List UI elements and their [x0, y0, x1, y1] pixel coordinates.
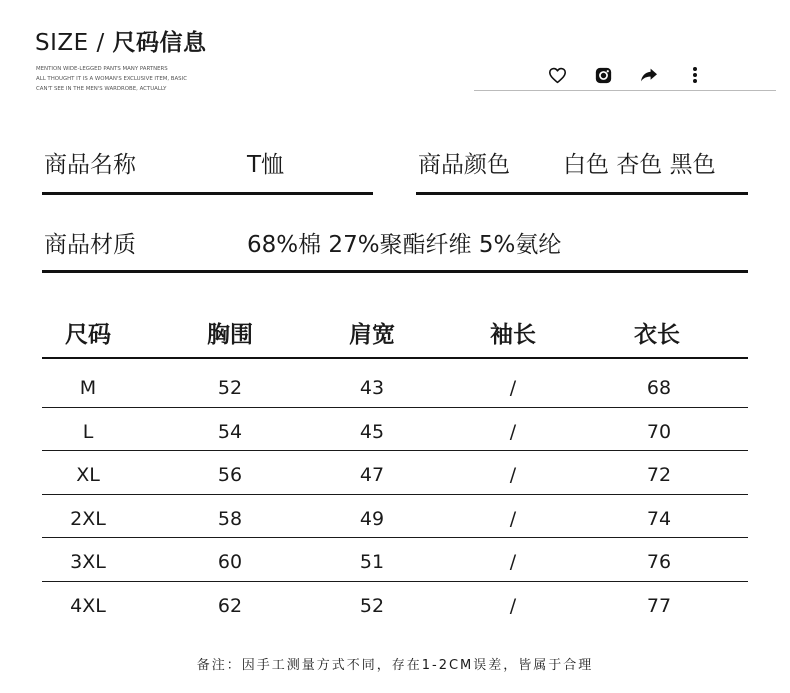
table-cell: XL [76, 464, 100, 486]
table-header-divider [42, 357, 748, 359]
row-divider [42, 494, 748, 495]
row-divider [42, 407, 748, 408]
color-value: 白色 杏色 黑色 [563, 152, 716, 178]
table-cell: / [509, 508, 517, 530]
subtitle [36, 64, 226, 94]
table-cell: L [82, 421, 94, 443]
instagram-icon[interactable] [591, 63, 615, 87]
table-cell: 45 [359, 421, 385, 443]
table-cell: / [509, 464, 517, 486]
subtitle-line: MENTION WIDE-LEGGED PANTS MANY PARTNERS [36, 66, 168, 72]
table-cell: / [509, 377, 517, 399]
table-cell: 70 [646, 421, 672, 443]
name-value: T恤 [247, 152, 285, 178]
table-cell: 47 [359, 464, 385, 486]
table-cell: 54 [217, 421, 243, 443]
table-header-length: 衣长 [634, 322, 680, 348]
table-cell: 4XL [70, 595, 106, 617]
row-divider [42, 537, 748, 538]
table-cell: 2XL [70, 508, 106, 530]
table-cell: 51 [359, 551, 385, 573]
icon-toolbar [545, 63, 707, 87]
table-cell: 60 [217, 551, 243, 573]
subtitle-line: ALL THOUGHT IT IS A WOMAN'S EXCLUSIVE ITEM, BASIC [36, 76, 187, 82]
material-value: 68%棉 27%聚酯纤维 5%氨纶 [247, 232, 562, 258]
title-chinese: 尺码信息 [112, 30, 207, 56]
color-label: 商品颜色 [418, 152, 510, 178]
table-cell: 3XL [70, 551, 106, 573]
table-cell: 77 [646, 595, 672, 617]
more-vertical-icon[interactable] [683, 63, 707, 87]
table-cell: / [509, 551, 517, 573]
table-cell: 52 [359, 595, 385, 617]
table-header-size: 尺码 [65, 322, 111, 348]
table-cell: 43 [359, 377, 385, 399]
table-cell: / [509, 595, 517, 617]
table-header-shoulder: 肩宽 [349, 322, 395, 348]
table-cell: M [79, 377, 97, 399]
name-divider [42, 192, 373, 195]
table-cell: 72 [646, 464, 672, 486]
table-cell: 74 [646, 508, 672, 530]
heart-icon[interactable] [545, 63, 569, 87]
subtitle-line: CAN'T SEE IN THE MEN'S WARDROBE, ACTUALLY [36, 86, 167, 92]
row-divider [42, 581, 748, 582]
page-title [35, 24, 207, 57]
table-header-chest: 胸围 [207, 322, 253, 348]
title-english: SIZE / [35, 30, 113, 56]
material-label: 商品材质 [44, 232, 136, 258]
name-label: 商品名称 [44, 152, 136, 178]
share-icon[interactable] [637, 63, 661, 87]
material-divider [42, 270, 748, 273]
table-cell: 52 [217, 377, 243, 399]
table-cell: 58 [217, 508, 243, 530]
table-cell: 68 [646, 377, 672, 399]
table-cell: 76 [646, 551, 672, 573]
row-divider [42, 450, 748, 451]
footer-note: 备注：因手工测量方式不同，存在1-2CM误差，皆属于合理 [196, 658, 594, 673]
table-cell: / [509, 421, 517, 443]
toolbar-divider [474, 90, 776, 91]
color-divider [416, 192, 748, 195]
table-cell: 62 [217, 595, 243, 617]
table-cell: 49 [359, 508, 385, 530]
table-cell: 56 [217, 464, 243, 486]
table-header-sleeve: 袖长 [490, 322, 536, 348]
